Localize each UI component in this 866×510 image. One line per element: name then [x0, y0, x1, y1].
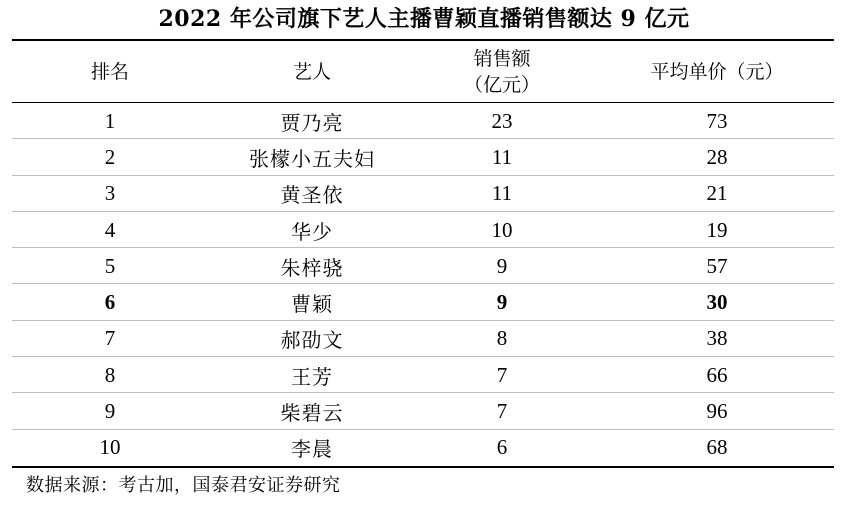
artist-value: 朱梓骁 — [280, 255, 344, 280]
artist-value: 贾乃亮 — [280, 110, 344, 135]
sales-value: 6 — [496, 435, 508, 460]
header-price-label: 平均单价（元） — [650, 61, 784, 83]
price-value: 73 — [706, 108, 728, 133]
artist-cell — [202, 139, 422, 175]
rank-value: 3 — [104, 181, 116, 206]
sales-value: 23 — [491, 108, 513, 133]
rank-value: 10 — [99, 435, 121, 460]
price-cell — [622, 321, 812, 357]
artist-value: 黄圣依 — [280, 183, 344, 208]
rank-cell — [40, 248, 180, 284]
sales-cell — [432, 139, 572, 175]
header-sales-label-line2: （亿元） — [463, 74, 540, 96]
table-row — [12, 357, 834, 393]
sales-value: 9 — [496, 253, 508, 278]
header-price — [622, 44, 812, 100]
artist-value: 华少 — [291, 219, 333, 244]
rank-value: 8 — [104, 362, 116, 387]
rank-cell — [40, 321, 180, 357]
table-row — [12, 321, 834, 357]
sales-value: 9 — [496, 290, 508, 315]
rank-cell — [40, 176, 180, 212]
artist-cell — [202, 357, 422, 393]
price-value: 68 — [706, 435, 728, 460]
table-row — [12, 139, 834, 175]
sales-cell — [432, 285, 572, 321]
rank-cell — [40, 212, 180, 248]
artist-value: 王芳 — [291, 364, 333, 389]
artist-cell — [202, 212, 422, 248]
header-artist-label: 艺人 — [292, 61, 331, 83]
table-top-rule — [12, 39, 834, 41]
rank-value: 6 — [104, 290, 116, 315]
price-value: 30 — [706, 290, 728, 315]
rank-value: 1 — [104, 108, 116, 133]
sales-value: 8 — [496, 326, 508, 351]
rank-value: 4 — [104, 217, 116, 242]
sales-cell — [432, 176, 572, 212]
header-sales — [432, 44, 572, 100]
table-bottom-rule — [12, 466, 834, 468]
artist-cell — [202, 393, 422, 429]
price-cell — [622, 248, 812, 284]
price-cell — [622, 357, 812, 393]
artist-value: 曹颖 — [291, 292, 333, 317]
price-cell — [622, 393, 812, 429]
rank-cell — [40, 357, 180, 393]
price-cell — [622, 212, 812, 248]
rank-cell — [40, 393, 180, 429]
table-row — [12, 212, 834, 248]
price-cell — [622, 430, 812, 466]
sales-value: 7 — [496, 362, 508, 387]
price-value: 28 — [706, 144, 728, 169]
rank-cell — [40, 430, 180, 466]
sales-value: 7 — [496, 399, 508, 424]
sales-cell — [432, 430, 572, 466]
artist-value: 郝劭文 — [280, 328, 344, 353]
artist-cell — [202, 248, 422, 284]
price-value: 21 — [706, 181, 728, 206]
price-cell — [622, 139, 812, 175]
header-sales-label-line1: 销售额 — [473, 48, 531, 70]
sales-cell — [432, 212, 572, 248]
header-rank — [40, 44, 180, 100]
rank-value: 2 — [104, 144, 116, 169]
price-value: 19 — [706, 217, 728, 242]
rank-value: 9 — [104, 399, 116, 424]
rank-value: 5 — [104, 253, 116, 278]
artist-cell — [202, 321, 422, 357]
table-row — [12, 430, 834, 466]
price-value: 96 — [706, 399, 728, 424]
table-row — [12, 248, 834, 284]
sales-value: 11 — [491, 181, 513, 206]
price-value: 66 — [706, 362, 728, 387]
sales-cell — [432, 357, 572, 393]
artist-value: 张檬小五夫妇 — [249, 146, 375, 171]
rank-cell — [40, 285, 180, 321]
source-note: 数据来源：考古加，国泰君安证券研究 — [26, 475, 341, 496]
table-row — [12, 176, 834, 212]
rank-cell — [40, 103, 180, 139]
rank-cell — [40, 139, 180, 175]
header-artist — [202, 44, 422, 100]
price-value: 57 — [706, 253, 728, 278]
price-value: 38 — [706, 326, 728, 351]
header-rank-label: 排名 — [90, 61, 129, 83]
sales-cell — [432, 103, 572, 139]
artist-value: 李晨 — [291, 437, 333, 462]
table-row — [12, 103, 834, 139]
table-row — [12, 393, 834, 429]
artist-cell — [202, 285, 422, 321]
table-title: 2022 年公司旗下艺人主播曹颖直播销售额达 9 亿元 — [158, 6, 690, 32]
artist-cell — [202, 176, 422, 212]
price-cell — [622, 103, 812, 139]
table-row — [12, 285, 834, 321]
artist-cell — [202, 430, 422, 466]
artist-value: 柴碧云 — [280, 401, 344, 426]
sales-value: 11 — [491, 144, 513, 169]
sales-cell — [432, 393, 572, 429]
sales-cell — [432, 248, 572, 284]
price-cell — [622, 285, 812, 321]
table-header-row — [12, 44, 834, 100]
price-cell — [622, 176, 812, 212]
rank-value: 7 — [104, 326, 116, 351]
sales-value: 10 — [491, 217, 513, 242]
artist-cell — [202, 103, 422, 139]
sales-cell — [432, 321, 572, 357]
